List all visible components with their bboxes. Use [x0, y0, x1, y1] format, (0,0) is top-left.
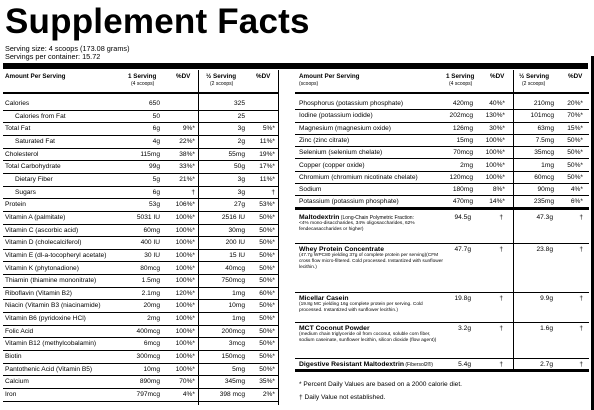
half-serving-dv: 17%* [259, 163, 275, 171]
half-serving-amount: 25 [237, 112, 245, 120]
nutrient-name: Protein [5, 201, 26, 209]
nutrient-name: Vitamin D (cholecalciferol) [5, 239, 82, 247]
one-serving-dv: 100%* [485, 136, 505, 144]
nutrient-name: Biotin [5, 353, 22, 360]
half-serving-amount: 1.6g [540, 325, 553, 332]
half-serving-dv: 50%* [259, 264, 275, 272]
one-serving-amount: 94.5g [454, 214, 471, 221]
half-serving-dv: † [271, 188, 275, 196]
one-serving-amount: 53g [148, 201, 160, 209]
blend-description: (47.7g WPC80 yielding 37g of complete protein per serving)(CFM cross flow micro-filtered. Cold processed. Instantized with sunflower lecithin.) [299, 253, 443, 270]
nutrient-name: Vitamin K (phytonadione) [5, 264, 79, 272]
one-serving-amount: 6g [152, 188, 160, 196]
one-serving-amount: 4g [152, 137, 160, 145]
half-serving-amount: 90mg [537, 186, 554, 194]
half-serving-dv: 35%* [259, 378, 275, 386]
one-serving-amount: 60mg [143, 226, 160, 234]
right-one-serving-header: 1 Serving [446, 73, 475, 80]
left-nutrient-row [3, 263, 278, 276]
one-serving-amount: 5.4g [458, 361, 471, 368]
one-serving-amount: 5g [152, 175, 160, 183]
blend-description: (19.8g MC yielding 16g complete protein per serving. Cold processed. Instantized with sunflower lecithin.) [299, 302, 423, 313]
half-serving-dv: 50%* [567, 161, 583, 169]
one-serving-amount: 2.1mg [141, 289, 160, 297]
right-nutrient-row [295, 98, 589, 110]
one-serving-dv: † [191, 188, 195, 196]
one-serving-amount: 300mcg [136, 353, 160, 360]
nutrient-name: Zinc (zinc citrate) [299, 136, 350, 144]
left-nutrient-row [3, 313, 278, 326]
blend-name: Maltodextrin [299, 214, 340, 221]
one-serving-dv: 100%* [175, 365, 195, 373]
left-right-divider [278, 70, 279, 405]
blend-name: Whey Protein Concentrate [299, 246, 384, 253]
half-serving-amount: 10mg [228, 302, 245, 310]
one-serving-dv: † [499, 246, 503, 253]
nutrient-name: Potassium (potassium phosphate) [299, 198, 399, 206]
half-serving-amount: 23.8g [536, 246, 553, 253]
one-serving-amount: 202mcg [449, 112, 473, 120]
half-serving-amount: 5mg [232, 365, 245, 373]
blend-name: MCT Coconut Powder [299, 325, 370, 332]
one-serving-amount: 99g [148, 163, 160, 171]
one-serving-dv: 100%* [175, 315, 195, 323]
left-nutrient-row [3, 237, 278, 250]
left-nutrient-row [3, 199, 278, 212]
nutrient-name: Niacin (Vitamin B3 (niacinamide) [5, 302, 101, 310]
left-nutrient-row [3, 212, 278, 225]
half-serving-amount: 60mcg [534, 173, 554, 181]
half-serving-dv: 11%* [259, 137, 275, 145]
blend-row [295, 293, 589, 323]
half-serving-dv: 50%* [259, 277, 275, 285]
blend-row [295, 359, 589, 370]
half-serving-amount: 3mcg [228, 340, 245, 348]
half-serving-amount: 150mcg [221, 353, 245, 360]
half-serving-dv: 50%* [259, 302, 275, 310]
one-serving-amount: 2mg [147, 315, 160, 323]
one-serving-amount: 120mcg [449, 173, 473, 181]
half-serving-dv: 50%* [259, 251, 275, 259]
left-one-serving-sub: (4 scoops) [131, 81, 155, 87]
nutrient-name: Vitamin E (dl-a-tocopheryl acetate) [5, 251, 107, 259]
right-nutrient-row [295, 123, 589, 135]
one-serving-dv: 33%* [179, 163, 195, 171]
half-serving-amount: 40mcg [225, 264, 245, 272]
one-serving-amount: 797mcg [136, 390, 160, 398]
blend-name: Digestive Resistant Maltodextrin [299, 361, 404, 368]
nutrient-name: Chromium (chromium nicotinate chelate) [299, 173, 418, 181]
nutrient-name: Magnesium (magnesium oxide) [299, 124, 391, 132]
one-serving-amount: 10mg [143, 365, 160, 373]
half-serving-amount: 200 IU [225, 239, 245, 247]
left-nutrient-row [3, 123, 278, 136]
half-serving-amount: 35mcg [534, 149, 554, 157]
nutrient-name: Calories from Fat [15, 112, 66, 120]
half-serving-amount: 1mg [541, 161, 554, 169]
half-serving-amount: 3g [237, 125, 245, 133]
one-serving-dv: 100%* [175, 277, 195, 285]
blend-row [295, 244, 589, 293]
left-nutrient-row [3, 111, 278, 124]
one-serving-amount: 650 [148, 100, 160, 107]
one-serving-amount: 5031 IU [136, 213, 160, 221]
one-serving-dv: 40%* [489, 100, 505, 107]
half-serving-amount: 55mg [228, 150, 245, 158]
one-serving-dv: † [499, 325, 503, 332]
one-serving-amount: 70mcg [453, 149, 473, 157]
blend-thick-rule [295, 207, 589, 210]
one-serving-dv: 22%* [179, 137, 195, 145]
nutrient-name: Iron [5, 390, 17, 398]
half-serving-amount: 2g [237, 137, 245, 145]
left-nutrient-row [3, 225, 278, 238]
left-nutrient-row [3, 275, 278, 288]
one-serving-amount: 2mg [460, 161, 473, 169]
one-serving-dv: 100%* [175, 340, 195, 348]
dagger-footnote: † Daily Value not established. [299, 394, 386, 401]
left-nutrient-row [3, 161, 278, 174]
one-serving-amount: 420mg [452, 100, 473, 107]
one-serving-amount: 30 IU [144, 251, 160, 259]
left-amount-header: Amount Per Serving [5, 73, 66, 80]
one-serving-dv: 14%* [489, 198, 505, 206]
half-serving-dv: 50%* [567, 149, 583, 157]
left-half-serving-sub: (2 scoops) [210, 81, 234, 87]
left-dv2-header: %DV [256, 73, 271, 80]
one-serving-dv: 30%* [489, 124, 505, 132]
left-nutrient-row [3, 98, 278, 111]
half-serving-amount: 15 IU [229, 251, 245, 259]
one-serving-amount: 115mg [140, 150, 160, 158]
serving-size: Serving size: 4 scoops (173.08 grams) [5, 44, 130, 53]
nutrient-name: Sugars [15, 188, 36, 196]
nutrient-name: Cholesterol [5, 150, 39, 158]
half-serving-amount: 3g [237, 188, 245, 196]
half-serving-dv: 50%* [567, 173, 583, 181]
one-serving-dv: 100%* [175, 226, 195, 234]
nutrient-name: Copper (copper oxide) [299, 161, 365, 169]
one-serving-amount: 400 IU [140, 239, 160, 247]
right-dv-header: %DV [490, 73, 505, 80]
blend-title [299, 360, 433, 370]
half-serving-dv: 60%* [259, 289, 275, 297]
one-serving-dv: 70%* [179, 378, 195, 386]
one-serving-dv: 100%* [175, 239, 195, 247]
left-nutrient-row [3, 326, 278, 339]
one-serving-amount: 15mg [456, 136, 473, 144]
half-serving-dv: 50%* [259, 239, 275, 247]
one-serving-amount: 180mg [452, 186, 473, 194]
one-serving-dv: 100%* [175, 327, 195, 335]
one-serving-amount: 890mg [139, 378, 160, 386]
right-one-serving-sub: (4 scoops) [449, 81, 473, 87]
top-thick-rule [3, 63, 588, 69]
footnote-rule [295, 370, 589, 372]
one-serving-dv: 106%* [175, 201, 195, 209]
one-serving-dv: 130%* [485, 112, 505, 120]
one-serving-dv: 100%* [485, 161, 505, 169]
half-serving-amount: 7.5mg [535, 136, 554, 144]
one-serving-dv: 100%* [175, 353, 195, 360]
half-serving-dv: 15%* [567, 124, 583, 132]
half-serving-dv: † [579, 361, 583, 368]
one-serving-amount: 1.5mg [141, 277, 160, 285]
nutrient-name: Total Carbohydrate [5, 163, 61, 171]
nutrient-name: Selenium (selenium chelate) [299, 149, 383, 157]
left-header-rule [3, 92, 278, 94]
half-serving-dv: 50%* [259, 340, 275, 348]
half-serving-dv: 5%* [262, 125, 275, 133]
left-nutrient-row [3, 338, 278, 351]
half-serving-dv: † [579, 214, 583, 221]
half-serving-dv: 50%* [259, 327, 275, 335]
half-serving-dv: 19%* [259, 150, 275, 158]
blend-title-suffix: (Long-Chain Polymetric Fraction: [339, 215, 414, 221]
half-serving-amount: 50g [233, 163, 245, 171]
one-serving-dv: 8%* [492, 186, 505, 194]
right-half-serving-sub: (2 scoops) [522, 81, 546, 87]
one-serving-amount: 470mg [452, 198, 473, 206]
half-serving-amount: 1mg [232, 289, 245, 297]
half-serving-amount: 9.9g [540, 295, 553, 302]
one-serving-amount: 47.7g [454, 246, 471, 253]
nutrient-name: Iodine (potassium iodide) [299, 112, 373, 120]
nutrient-name: Phosphorus (potassium phosphate) [299, 100, 404, 107]
left-nutrient-row [3, 187, 278, 200]
half-serving-amount: 398 mcg [219, 390, 245, 398]
half-serving-amount: 1mg [232, 315, 245, 323]
right-nutrient-row [295, 184, 589, 196]
one-serving-dv: 100%* [175, 302, 195, 310]
one-serving-amount: 126mg [452, 124, 473, 132]
right-nutrient-row [295, 160, 589, 172]
one-serving-dv: 120%* [175, 289, 195, 297]
left-nutrient-row [3, 364, 278, 377]
half-serving-dv: † [579, 325, 583, 332]
one-serving-dv: 100%* [175, 213, 195, 221]
left-nutrient-row [3, 250, 278, 263]
half-serving-dv: † [579, 246, 583, 253]
right-nutrient-row [295, 135, 589, 147]
one-serving-amount: 3.2g [458, 325, 471, 332]
nutrient-name: Vitamin A (palmitate) [5, 213, 66, 221]
half-serving-dv: 6%* [570, 198, 583, 206]
half-serving-amount: 210mg [533, 100, 554, 107]
one-serving-amount: 20mg [143, 302, 160, 310]
left-nutrient-row [3, 300, 278, 313]
nutrient-name: Riboflavin (Vitamin B2) [5, 289, 72, 297]
left-nutrient-row [3, 389, 278, 402]
right-header-rule [295, 92, 589, 94]
one-serving-dv: † [499, 361, 503, 368]
left-half-serving-header: ½ Serving [206, 73, 237, 80]
blend-description: <4% mono-disaccharides, 34% oligosaccharides, 62% fendecasaccharides or higher) [299, 221, 415, 232]
blend-row [295, 212, 589, 244]
left-nutrient-row [3, 288, 278, 301]
left-dv-header: %DV [176, 73, 191, 80]
one-serving-dv: 38%* [179, 150, 195, 158]
nutrient-name: Vitamin B6 (pyridoxine HCl) [5, 315, 86, 323]
daily-value-footnote: * Percent Daily Values are based on a 2000 calorie diet. [299, 381, 462, 388]
half-serving-dv: 4%* [570, 186, 583, 194]
half-serving-dv: 20%* [567, 100, 583, 107]
blend-row [295, 323, 589, 359]
nutrient-name: Total Fat [5, 125, 31, 133]
nutrient-name: Vitamin B12 (methylcobalamin) [5, 340, 97, 348]
half-serving-dv: 50%* [259, 213, 275, 221]
half-serving-dv: 50%* [259, 353, 275, 360]
left-nutrient-row [3, 136, 278, 149]
blend-name: Micellar Casein [299, 295, 349, 302]
half-serving-amount: 200mcg [221, 327, 245, 335]
left-nutrient-row [3, 351, 278, 364]
nutrient-name: Vitamin C (ascorbic acid) [5, 226, 79, 234]
one-serving-dv: † [499, 214, 503, 221]
nutrient-name: Thiamin (thiamine mononitrate) [5, 277, 97, 285]
one-serving-amount: 6g [152, 125, 160, 133]
one-serving-dv: 100%* [485, 149, 505, 157]
half-serving-dv: 2%* [262, 390, 275, 398]
one-serving-dv: † [499, 295, 503, 302]
one-serving-dv: 100%* [175, 251, 195, 259]
right-amount-sub: (scoops) [299, 81, 319, 87]
half-serving-dv: 50%* [259, 315, 275, 323]
blend-description: (medium chain triglyceride oil from coconut, soluble corn fiber, sodium caseinate, sunflower lecithin, silicon dioxide (flow agent)) [299, 332, 437, 343]
right-nutrient-row [295, 147, 589, 159]
half-serving-dv: 53%* [259, 201, 275, 209]
half-serving-dv: 50%* [259, 365, 275, 373]
half-serving-amount: 235mg [533, 198, 554, 206]
right-amount-header: Amount Per Serving [299, 73, 360, 80]
nutrient-name: Dietary Fiber [15, 175, 53, 183]
left-nutrient-row [3, 174, 278, 187]
half-serving-amount: 63mg [537, 124, 554, 132]
right-nutrient-row [295, 172, 589, 184]
half-serving-amount: 47.3g [536, 214, 553, 221]
half-serving-amount: 345mg [224, 378, 245, 386]
half-serving-dv: 50%* [259, 226, 275, 234]
one-serving-dv: 4%* [182, 390, 195, 398]
one-serving-amount: 80mcg [140, 264, 160, 272]
one-serving-amount: 19.8g [454, 295, 471, 302]
nutrient-name: Sodium [299, 186, 322, 194]
half-serving-amount: 30mg [228, 226, 245, 234]
nutrient-name: Folic Acid [5, 327, 34, 335]
one-serving-amount: 400mcg [136, 327, 160, 335]
half-serving-amount: 27g [233, 201, 245, 209]
supplement-facts-title: Supplement Facts [5, 2, 310, 41]
one-serving-dv: 21%* [179, 175, 195, 183]
one-serving-dv: 9%* [182, 125, 195, 133]
half-serving-amount: 750mcg [221, 277, 245, 285]
half-serving-amount: 2516 IU [221, 213, 245, 221]
one-serving-dv: 100%* [485, 173, 505, 181]
nutrient-name: Calories [5, 100, 30, 107]
servings-per-container: Servings per container: 15.72 [5, 52, 101, 61]
one-serving-amount: 50 [152, 112, 160, 120]
half-serving-amount: 101mcg [530, 112, 554, 120]
half-serving-amount: 3g [237, 175, 245, 183]
left-one-serving-header: 1 Serving [128, 73, 157, 80]
nutrient-name: Pantothenic Acid (Vitamin B5) [5, 365, 93, 373]
blend-title-suffix: (Fibersol2®) [404, 362, 433, 368]
nutrient-name: Calcium [5, 378, 29, 386]
one-serving-amount: 6mcg [143, 340, 160, 348]
half-serving-dv: 70%* [567, 112, 583, 120]
half-serving-dv: 50%* [567, 136, 583, 144]
right-half-serving-header: ½ Serving [519, 73, 550, 80]
one-serving-dv: 100%* [175, 264, 195, 272]
left-nutrient-row [3, 376, 278, 389]
half-serving-dv: 11%* [259, 175, 275, 183]
right-dv2-header: %DV [568, 73, 583, 80]
right-nutrient-row [295, 110, 589, 122]
half-serving-amount: 2.7g [540, 361, 553, 368]
nutrient-name: Saturated Fat [15, 137, 55, 145]
half-serving-amount: 325 [233, 100, 245, 107]
left-nutrient-row [3, 149, 278, 162]
half-serving-dv: † [579, 295, 583, 302]
